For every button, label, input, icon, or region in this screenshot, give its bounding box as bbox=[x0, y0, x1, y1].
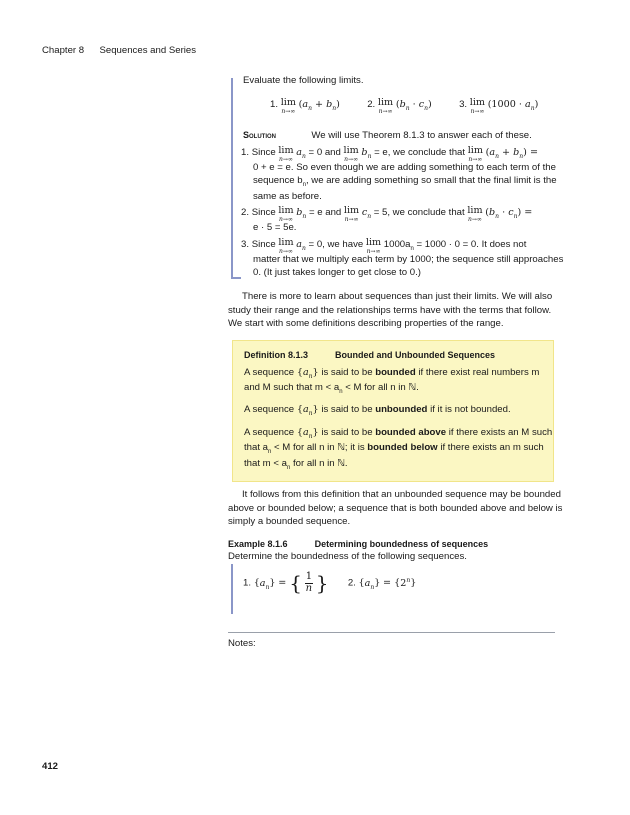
solution-heading bbox=[243, 129, 532, 143]
solution-label: Solution bbox=[243, 130, 276, 140]
example-prompt: Evaluate the following limits. bbox=[243, 75, 364, 86]
example-margin-bar-end bbox=[231, 277, 241, 279]
definition-unbounded: A sequence $\{a_n\}$ is said to be unbounded if it is not bounded. bbox=[244, 404, 511, 417]
example-margin-bar-2 bbox=[231, 564, 233, 614]
page-number: 412 bbox=[42, 761, 59, 772]
paragraph-followup: It follows from this definition that an unbounded sequence may be bounded above or bounded below; a sequence that is both bounded above and below is simply a bounded sequence. bbox=[228, 489, 563, 528]
paragraph-range: There is more to learn about sequences than just their limits. We will also study their range and the relationships terms have with the terms that follow. We start with some definitions describing properties of the range. bbox=[228, 291, 553, 330]
notes-label: Notes: bbox=[228, 638, 256, 649]
example-label: Example 8.1.6 bbox=[228, 539, 288, 549]
definition-box bbox=[232, 340, 554, 482]
solution-item-2: 2. Since lim n→∞ $b_n = e$ and lim n→∞ $c_n = 5$, we conclude that lim n→∞ $(b_n \cdot c_n)$ = e · 5 = 5e. bbox=[241, 205, 533, 233]
example-title: Determining boundedness of sequences bbox=[314, 539, 489, 549]
solution-item-3: 3. Since lim n→∞ $a_n = 0$, we have lim n→∞ $1000a_n = 1000 \cdot 0 = 0$. It does not matter that we multiply each term by 1000; the sequence still approaches 0. (It just takes longer to get close to 0.) bbox=[241, 237, 564, 279]
example-prompt-2: Determine the boundedness of the following sequences. bbox=[228, 551, 467, 562]
definition-heading bbox=[244, 349, 495, 362]
limits-list: 1. lim n→∞ $(a_n + b_n)$ 2. lim n→∞ $(b_n \cdot c_n)$ 3. lim n→∞ $(1000 \cdot a_n)$ bbox=[270, 97, 539, 115]
definition-bounded-above-below: A sequence $\{a_n\}$ is said to be bounded above if there exists an M such that $a_n < M$ for all n in ℕ; it is bounded below if there exists an m such that $m < a_n$ for all n in ℕ. bbox=[244, 427, 553, 471]
example-margin-bar bbox=[231, 78, 233, 278]
running-header bbox=[42, 44, 196, 58]
example-heading bbox=[228, 538, 488, 551]
definition-bounded: A sequence $\{a_n\}$ is said to be bounded if there exist real numbers m and M such that $m < a_n < M$ for all n in ℕ. bbox=[244, 367, 540, 396]
notes-divider bbox=[228, 632, 555, 633]
definition-label: Definition 8.1.3 bbox=[244, 350, 309, 360]
boundedness-list: 1. $\{a_n\}$ = { $\frac{1}{n}$ } 2. $\{a_n\} = \{2^n\}$ bbox=[243, 571, 417, 595]
solution-item-1: 1. Since lim n→∞ $a_n = 0$ and lim n→∞ $b_n = e$, we conclude that lim n→∞ $(a_n + b_n)$ = 0 + e = e. So even though we are adding something to each term of the sequence $b_n$, we are adding something so small that the final limit is the same as before. bbox=[241, 145, 557, 202]
definition-title: Bounded and Unbounded Sequences bbox=[335, 350, 496, 360]
chapter-number: Chapter 8 bbox=[42, 45, 85, 56]
chapter-title: Sequences and Series bbox=[99, 45, 197, 56]
solution-intro: We will use Theorem 8.1.3 to answer each of these. bbox=[311, 130, 532, 141]
